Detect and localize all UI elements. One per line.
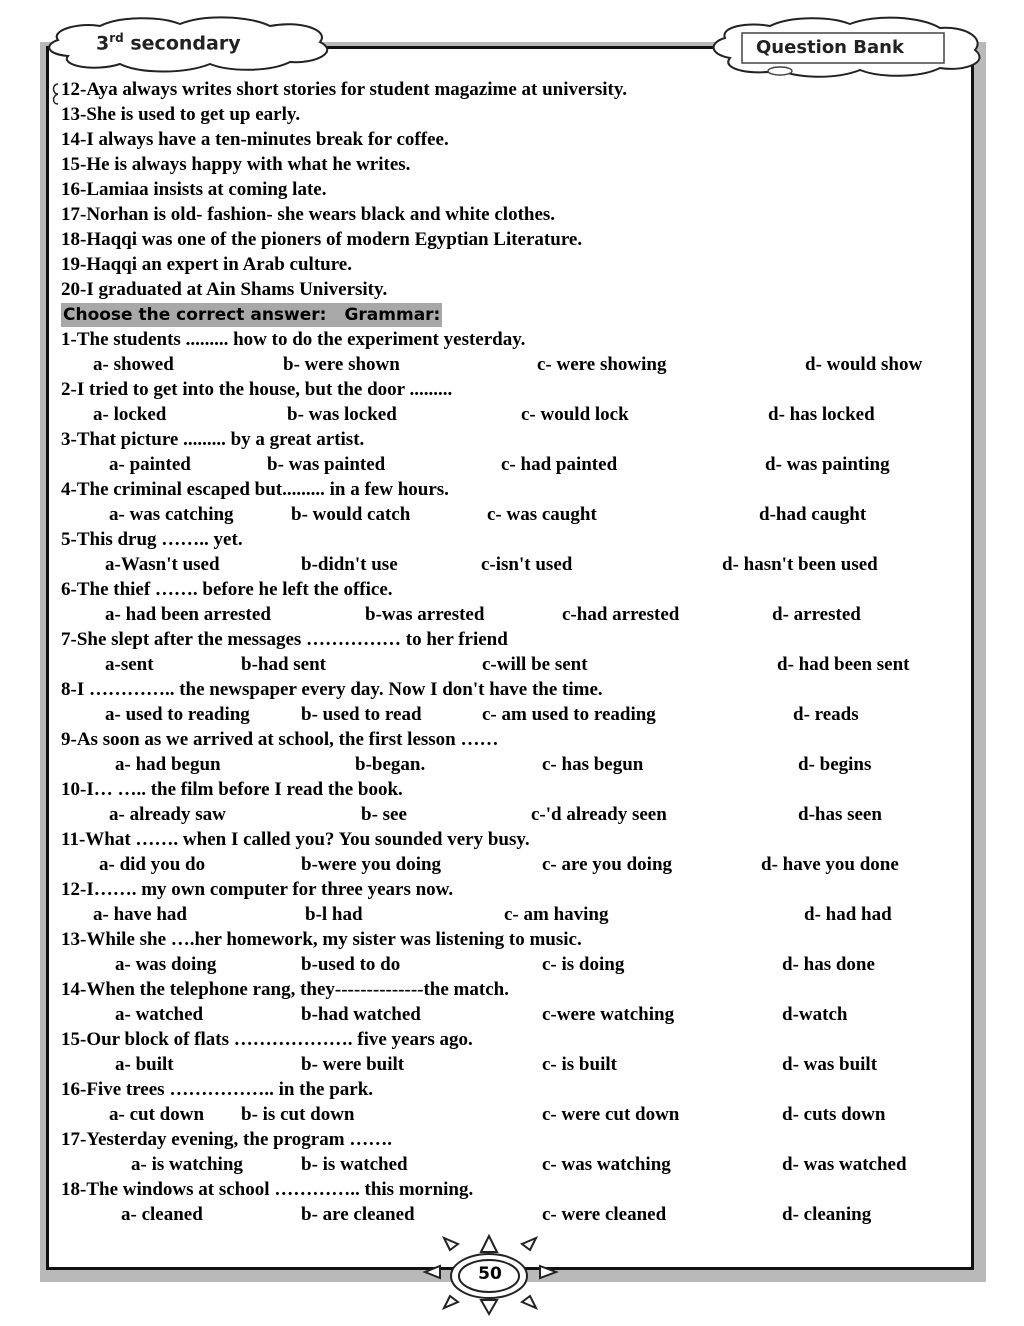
- answer-option[interactable]: c- were cut down: [542, 1104, 680, 1125]
- answer-option[interactable]: a- showed: [93, 354, 174, 375]
- page-number: 50: [478, 1264, 502, 1284]
- answer-option[interactable]: b-l had: [305, 904, 363, 925]
- answer-options-row: [61, 352, 961, 377]
- answer-option[interactable]: d- had had: [804, 904, 892, 925]
- answer-option[interactable]: a-sent: [105, 654, 154, 675]
- answer-option[interactable]: a- already saw: [109, 804, 226, 825]
- answer-options-row: [61, 652, 961, 677]
- answer-option[interactable]: d- was painting: [765, 454, 890, 475]
- answer-option[interactable]: d- had been sent: [777, 654, 910, 675]
- correction-item: 17-Norhan is old- fashion- she wears black and white clothes.: [61, 204, 556, 225]
- answer-option[interactable]: d-watch: [782, 1004, 848, 1025]
- answer-option[interactable]: a- cut down: [109, 1104, 205, 1125]
- answer-option[interactable]: c- am used to reading: [482, 704, 656, 725]
- answer-option[interactable]: a- did you do: [99, 854, 206, 875]
- answer-option[interactable]: d- cuts down: [782, 1104, 886, 1125]
- answer-option[interactable]: b- would catch: [291, 504, 411, 525]
- answer-options-row: [61, 902, 961, 927]
- answer-option[interactable]: b-used to do: [301, 954, 401, 975]
- question-stem: 3-That picture ......... by a great artist.: [61, 429, 365, 450]
- answer-option[interactable]: c-were watching: [542, 1004, 675, 1025]
- answer-option[interactable]: a- locked: [93, 404, 167, 425]
- answer-option[interactable]: c- was watching: [542, 1154, 671, 1175]
- question-stem: 18-The windows at school ………….. this morning.: [61, 1179, 474, 1200]
- answer-option[interactable]: b- see: [361, 804, 407, 825]
- answer-option[interactable]: b-had sent: [241, 654, 326, 675]
- answer-option[interactable]: c- was caught: [487, 504, 597, 525]
- question-stem: 2-I tried to get into the house, but the door .........: [61, 379, 453, 400]
- answer-option[interactable]: c-'d already seen: [531, 804, 667, 825]
- correction-item: 20-I graduated at Ain Shams University.: [61, 279, 388, 300]
- question-stem: 9-As soon as we arrived at school, the first lesson ……: [61, 729, 499, 750]
- grade-label: 3rd secondary: [96, 31, 241, 55]
- answer-option[interactable]: d-had caught: [759, 504, 867, 525]
- correction-item: 12-Aya always writes short stories for student magazime at university.: [61, 79, 628, 100]
- worksheet-content: [61, 77, 961, 1227]
- answer-option[interactable]: a- had been arrested: [105, 604, 271, 625]
- question-stem: 15-Our block of flats ………………. five years ago.: [61, 1029, 473, 1050]
- answer-options-row: [61, 702, 961, 727]
- answer-option[interactable]: c- are you doing: [542, 854, 673, 875]
- question-stem: 10-I… ….. the film before I read the book.: [61, 779, 403, 800]
- answer-option[interactable]: d-has seen: [798, 804, 882, 825]
- answer-option[interactable]: d- has locked: [768, 404, 875, 425]
- question-stem: 17-Yesterday evening, the program …….: [61, 1129, 393, 1150]
- answer-option[interactable]: b- are cleaned: [301, 1204, 415, 1225]
- answer-option[interactable]: c-will be sent: [482, 654, 588, 675]
- answer-option[interactable]: c-isn't used: [481, 554, 573, 575]
- answer-option[interactable]: d- arrested: [772, 604, 861, 625]
- answer-options-row: [61, 1152, 961, 1177]
- question-stem: 14-When the telephone rang, they--------------the match.: [61, 979, 509, 1000]
- answer-option[interactable]: b- is watched: [301, 1154, 408, 1175]
- question-stem: 16-Five trees …………….. in the park.: [61, 1079, 374, 1100]
- answer-option[interactable]: c-had arrested: [562, 604, 680, 625]
- answer-option[interactable]: c- would lock: [521, 404, 629, 425]
- answer-option[interactable]: d- cleaning: [782, 1204, 872, 1225]
- answer-option[interactable]: c- were showing: [537, 354, 667, 375]
- answer-option[interactable]: b- were built: [301, 1054, 405, 1075]
- correction-item: 15-He is always happy with what he writes.: [61, 154, 411, 175]
- page-title: Question Bank: [756, 37, 904, 58]
- answer-options-row: [61, 802, 961, 827]
- answer-option[interactable]: d- would show: [805, 354, 923, 375]
- answer-option[interactable]: c- has begun: [542, 754, 644, 775]
- correction-list: [61, 77, 961, 302]
- question-stem: 6-The thief ……. before he left the office.: [61, 579, 393, 600]
- question-stem: 11-What ……. when I called you? You sounded very busy.: [61, 829, 530, 850]
- answer-options-row: [61, 852, 961, 877]
- answer-option[interactable]: d- has done: [782, 954, 875, 975]
- question-stem: 8-I ………….. the newspaper every day. Now I don't have the time.: [61, 679, 603, 700]
- question-stem: 4-The criminal escaped but......... in a few hours.: [61, 479, 449, 500]
- answer-option[interactable]: a- used to reading: [105, 704, 250, 725]
- answer-option[interactable]: c- had painted: [501, 454, 618, 475]
- answer-options-row: [61, 752, 961, 777]
- answer-option[interactable]: a- have had: [93, 904, 187, 925]
- answer-option[interactable]: b- were shown: [283, 354, 400, 375]
- answer-options-row: [61, 1102, 961, 1127]
- answer-option[interactable]: a-Wasn't used: [105, 554, 220, 575]
- cloud-puff-icon: [768, 67, 792, 75]
- question-stem: 12-I……. my own computer for three years now.: [61, 879, 454, 900]
- answer-options-row: [61, 1052, 961, 1077]
- answer-option[interactable]: a- had begun: [115, 754, 221, 775]
- answer-option[interactable]: b-was arrested: [365, 604, 485, 625]
- correction-item: 14-I always have a ten-minutes break for coffee.: [61, 129, 449, 150]
- answer-option[interactable]: b-began.: [355, 754, 426, 775]
- answer-options-row: [61, 1002, 961, 1027]
- answer-option[interactable]: c- am having: [504, 904, 609, 925]
- answer-option[interactable]: b- is cut down: [241, 1104, 355, 1125]
- answer-option[interactable]: b-were you doing: [301, 854, 442, 875]
- answer-option[interactable]: c- were cleaned: [542, 1204, 667, 1225]
- answer-option[interactable]: d- was watched: [782, 1154, 907, 1175]
- answer-option[interactable]: b- used to read: [301, 704, 422, 725]
- correction-item: 16-Lamiaa insists at coming late.: [61, 179, 327, 200]
- answer-option[interactable]: b-had watched: [301, 1004, 421, 1025]
- answer-option[interactable]: c- is doing: [542, 954, 625, 975]
- correction-item: 19-Haqqi an expert in Arab culture.: [61, 254, 352, 275]
- question-stem: 13-While she ….her homework, my sister was listening to music.: [61, 929, 582, 950]
- answer-option[interactable]: a- built: [115, 1054, 174, 1075]
- answer-options-row: [61, 402, 961, 427]
- answer-options-row: [61, 1202, 961, 1227]
- bullet-curl-icon: [54, 84, 59, 104]
- answer-option[interactable]: d- hasn't been used: [722, 554, 878, 575]
- section-heading: Choose the correct answer: Grammar:: [63, 305, 441, 325]
- answer-option[interactable]: b- was locked: [287, 404, 397, 425]
- correction-item: 13-She is used to get up early.: [61, 104, 301, 125]
- question-stem: 7-She slept after the messages …………… to her friend: [61, 629, 508, 650]
- question-stem: 1-The students ......... how to do the experiment yesterday.: [61, 329, 526, 350]
- answer-option[interactable]: d- begins: [798, 754, 872, 775]
- section-heading-row: [61, 302, 961, 327]
- answer-option[interactable]: a- cleaned: [121, 1204, 203, 1225]
- answer-option[interactable]: c- is built: [542, 1054, 617, 1075]
- answer-options-row: [61, 502, 961, 527]
- answer-option[interactable]: d- have you done: [761, 854, 899, 875]
- answer-options-row: [61, 452, 961, 477]
- answer-options-row: [61, 952, 961, 977]
- answer-option[interactable]: a- was catching: [109, 504, 234, 525]
- answer-options-row: [61, 552, 961, 577]
- answer-option[interactable]: b- was painted: [267, 454, 386, 475]
- answer-option[interactable]: a- was doing: [115, 954, 217, 975]
- answer-option[interactable]: a- watched: [115, 1004, 204, 1025]
- answer-option[interactable]: a- painted: [109, 454, 191, 475]
- answer-option[interactable]: d- reads: [793, 704, 859, 725]
- question-stem: 5-This drug …….. yet.: [61, 529, 243, 550]
- answer-options-row: [61, 602, 961, 627]
- answer-option[interactable]: b-didn't use: [301, 554, 398, 575]
- answer-option[interactable]: a- is watching: [131, 1154, 243, 1175]
- correction-item: 18-Haqqi was one of the pioners of modern Egyptian Literature.: [61, 229, 583, 250]
- answer-option[interactable]: d- was built: [782, 1054, 878, 1075]
- question-list: [61, 327, 961, 1227]
